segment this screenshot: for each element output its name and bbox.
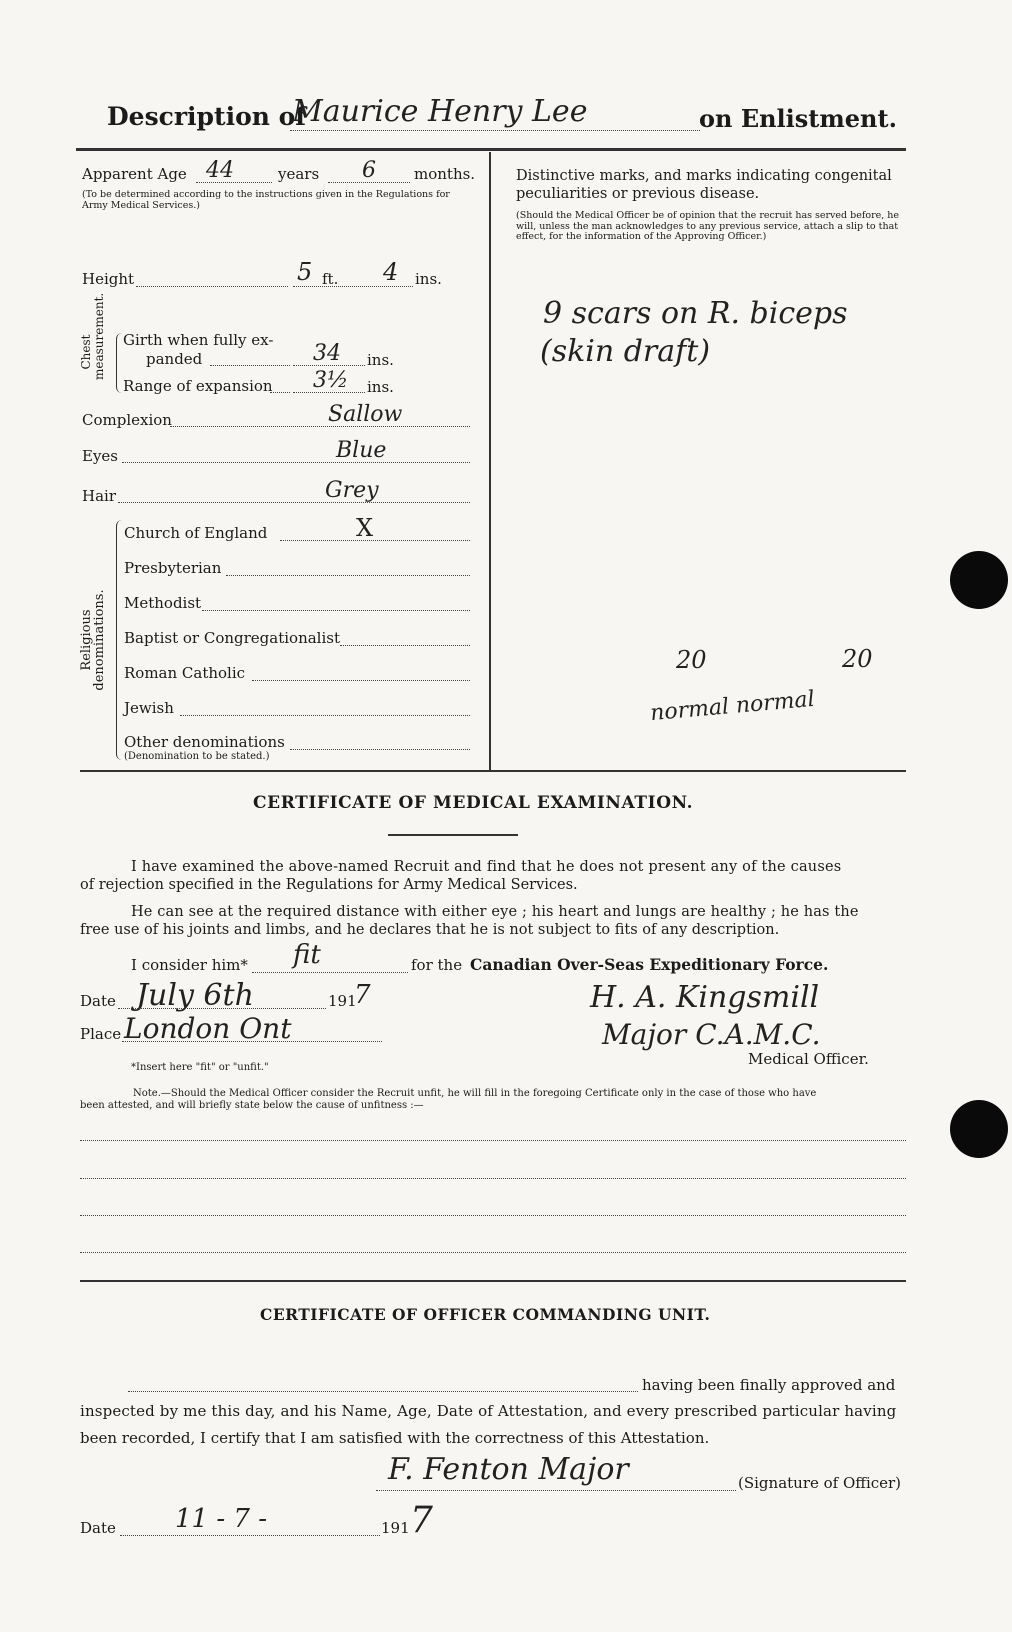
commanding-date-value: 11 - 7 - <box>175 1504 267 1534</box>
range-unit: ins. <box>367 378 394 396</box>
header-suffix: on Enlistment. <box>699 104 897 133</box>
commanding-line2: inspected by me this day, and his Name, Age, Date of Attestation, and every prescribed particular having <box>80 1402 897 1420</box>
consider-label: I consider him* <box>131 956 248 974</box>
hair-label: Hair <box>82 487 116 505</box>
religion-line-1 <box>280 540 470 541</box>
commanding-signature: F. Fenton Major <box>388 1452 629 1487</box>
commanding-name-line <box>128 1391 638 1392</box>
commanding-year-value: 7 <box>410 1500 433 1541</box>
religion-line-7 <box>290 749 470 750</box>
column-divider <box>489 152 491 770</box>
medical-year-prefix: 191 <box>328 992 357 1010</box>
name-dotted-line <box>290 130 700 131</box>
medical-title-rule <box>388 834 518 836</box>
age-note: (To be determined according to the instructions given in the Regulations for Army Medical Services.) <box>82 189 450 211</box>
commanding-date-label: Date <box>80 1519 116 1537</box>
medical-place-line <box>122 1041 382 1042</box>
religion-line-4 <box>340 645 470 646</box>
medical-date-line <box>118 1008 326 1009</box>
age-years-label: years <box>278 165 320 183</box>
chest-side-label: Chest measurement. <box>79 292 106 380</box>
religion-roman-catholic: Roman Catholic <box>124 664 246 682</box>
height-value-line <box>293 286 413 287</box>
height-inches-label: ins. <box>415 270 442 288</box>
medical-place-value: London Ont <box>124 1012 292 1045</box>
girth-label-1: Girth when fully ex- <box>123 331 274 349</box>
height-feet-label: ft. <box>322 270 339 288</box>
age-years-value: 44 <box>206 158 234 183</box>
complexion-line <box>170 426 470 427</box>
range-value-line <box>293 392 365 393</box>
age-label: Apparent Age <box>82 165 187 183</box>
punch-hole-top <box>950 551 1008 609</box>
medical-para2-line1: He can see at the required distance with either eye ; his heart and lungs are healthy ; he has the <box>131 904 859 920</box>
unfit-line-1 <box>80 1140 906 1141</box>
table-bottom-border <box>80 770 906 772</box>
complexion-value: Sallow <box>328 402 403 427</box>
range-dotted-line <box>270 392 290 393</box>
medical-officer-signature: H. A. Kingsmill <box>590 980 820 1015</box>
eyes-value: Blue <box>336 438 387 463</box>
religion-jewish: Jewish <box>124 699 174 717</box>
girth-dotted-line <box>210 365 290 366</box>
marks-note: (Should the Medical Officer be of opinion that the recruit has served before, he will, unless the man acknowledges to any previous service, attach a slip to that effect, for the information of the Approving Officer.) <box>516 210 900 242</box>
religion-presbyterian: Presbyterian <box>124 559 222 577</box>
vision-left: 20 <box>676 646 707 674</box>
hair-value: Grey <box>325 478 379 503</box>
age-months-label: months. <box>414 165 476 183</box>
hair-line <box>118 502 470 503</box>
height-feet-value: 5 <box>297 258 313 286</box>
age-months-line <box>328 182 410 183</box>
force-name: Canadian Over-Seas Expeditionary Force. <box>470 955 829 974</box>
religion-other-note: (Denomination to be stated.) <box>124 751 270 762</box>
applicant-name: Maurice Henry Lee <box>292 94 588 129</box>
eyes-label: Eyes <box>82 447 118 465</box>
religion-line-5 <box>252 680 470 681</box>
range-label: Range of expansion <box>123 377 273 395</box>
height-label: Height <box>82 270 135 288</box>
religion-methodist: Methodist <box>124 594 202 612</box>
marks-line-2: (skin draft) <box>540 334 711 369</box>
header-prefix: Description of <box>107 102 307 131</box>
religion-line-6 <box>180 715 470 716</box>
medical-officer-label: Medical Officer. <box>748 1050 869 1068</box>
medical-para1-line2: of rejection specified in the Regulations for Army Medical Services. <box>80 877 578 893</box>
religion-line-3 <box>202 610 470 611</box>
religion-baptist: Baptist or Congregationalist <box>124 629 340 647</box>
marks-heading-1: Distinctive marks, and marks indicating congenital <box>516 168 892 184</box>
religion-line-2 <box>226 575 470 576</box>
vision-note: normal normal <box>649 686 816 727</box>
medical-para2-line2: free use of his joints and limbs, and he declares that he is not subject to fits of any description. <box>80 922 780 938</box>
unfit-line-4 <box>80 1252 906 1253</box>
insert-note: *Insert here "fit" or "unfit." <box>131 1062 269 1073</box>
medical-para1-line1: I have examined the above-named Recruit and find that he does not present any of the causes <box>131 859 842 875</box>
age-months-value: 6 <box>362 158 376 183</box>
girth-value: 34 <box>313 341 341 366</box>
commanding-signature-label: (Signature of Officer) <box>738 1474 902 1492</box>
unfit-note-line2: been attested, and will briefly state below the cause of unfitness :— <box>80 1100 424 1111</box>
unfit-line-2 <box>80 1178 906 1179</box>
medical-place-label: Place <box>80 1025 122 1043</box>
girth-unit: ins. <box>367 351 394 369</box>
medical-title: CERTIFICATE OF MEDICAL EXAMINATION. <box>253 793 694 813</box>
unfit-note-line1: Note.—Should the Medical Officer consider the Recruit unfit, he will fill in the foregoing Certificate only in the case of those who have <box>133 1088 817 1099</box>
eyes-line <box>122 462 470 463</box>
religion-mark: X <box>356 514 374 542</box>
girth-value-line <box>293 365 365 366</box>
commanding-year-prefix: 191 <box>381 1519 410 1537</box>
religion-other: Other denominations <box>124 733 285 751</box>
commanding-title: CERTIFICATE OF OFFICER COMMANDING UNIT. <box>260 1305 711 1324</box>
top-border <box>76 148 906 151</box>
religion-church-of-england: Church of England <box>124 524 268 542</box>
consider-value: fit <box>293 940 321 970</box>
marks-heading-2: peculiarities or previous disease. <box>516 186 760 202</box>
commanding-date-line <box>120 1535 380 1536</box>
age-years-line <box>196 182 272 183</box>
consider-line <box>252 972 408 973</box>
section-divider <box>80 1280 906 1282</box>
medical-officer-rank: Major C.A.M.C. <box>602 1018 821 1051</box>
punch-hole-bottom <box>950 1100 1008 1158</box>
medical-date-value: July 6th <box>136 978 254 1013</box>
vision-right: 20 <box>842 645 873 673</box>
commanding-line1: having been finally approved and <box>642 1376 896 1394</box>
medical-date-label: Date <box>80 992 116 1010</box>
range-value: 3½ <box>313 368 349 393</box>
religion-side-label: Religious denominations. <box>79 589 107 691</box>
marks-line-1: 9 scars on R. biceps <box>543 296 848 331</box>
unfit-line-3 <box>80 1215 906 1216</box>
girth-label-2: panded <box>146 350 203 368</box>
height-dotted-line <box>136 286 288 287</box>
medical-year-value: 7 <box>354 980 371 1010</box>
height-inches-value: 4 <box>383 258 399 286</box>
complexion-label: Complexion <box>82 411 172 429</box>
commanding-line3: been recorded, I certify that I am satisfied with the correctness of this Attestation. <box>80 1429 710 1447</box>
commanding-signature-line <box>376 1490 736 1491</box>
for-label: for the <box>411 956 463 974</box>
